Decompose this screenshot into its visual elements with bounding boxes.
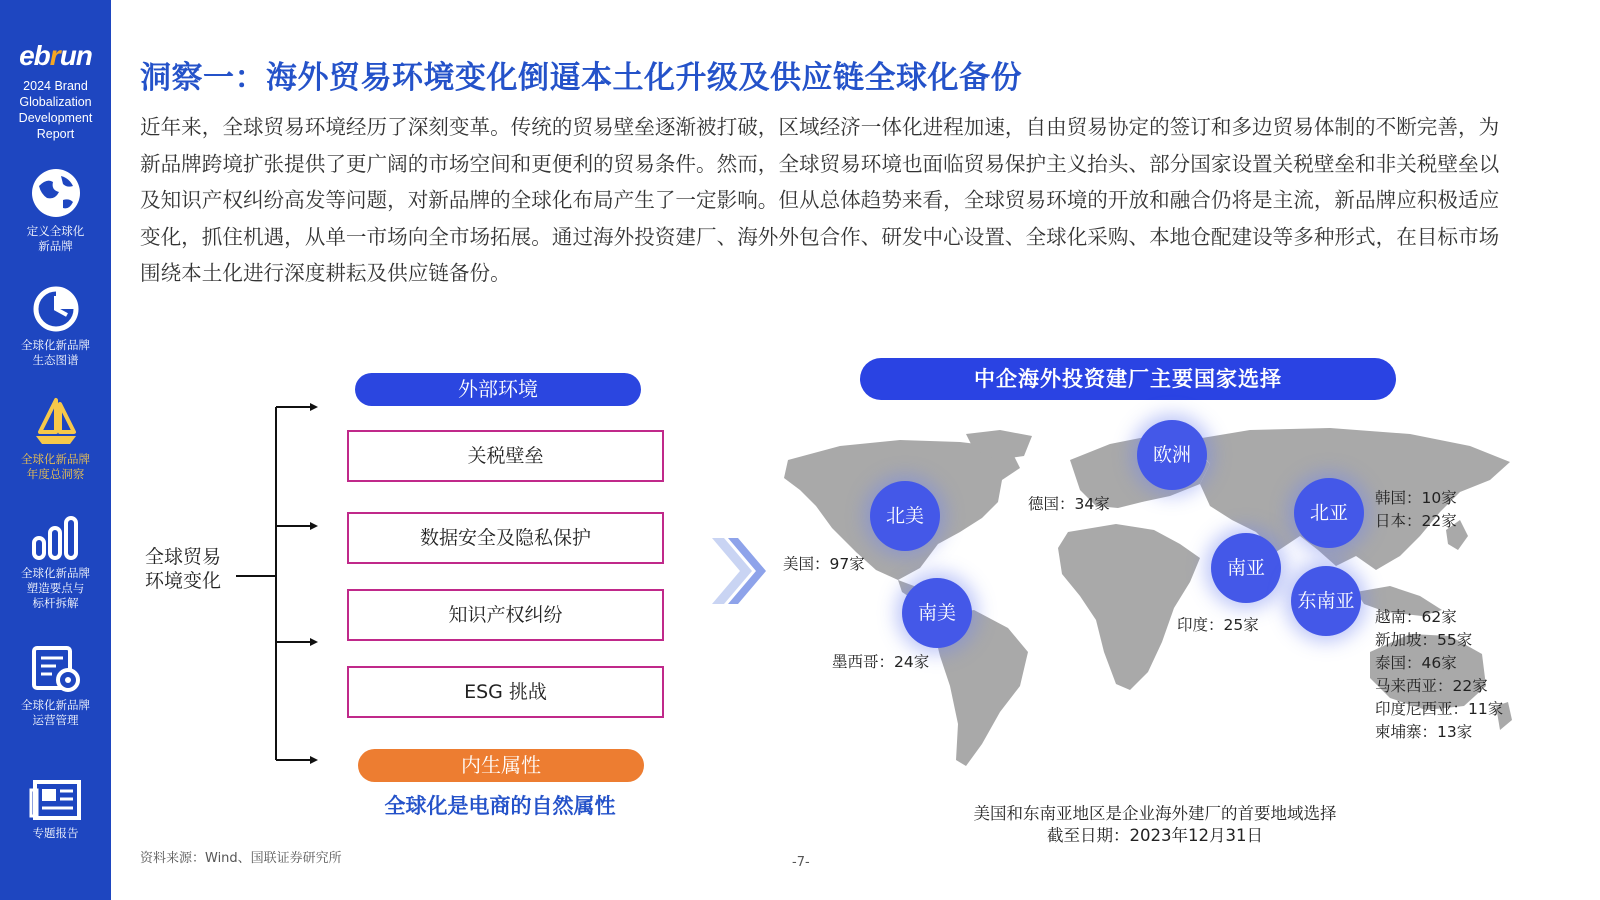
stat-southeast-asia <box>1375 606 1503 744</box>
sidebar-item-label: 专题报告 <box>32 826 79 840</box>
report-line: Development <box>18 111 93 125</box>
region-north-america: 北美 <box>870 481 940 551</box>
page-number: -7- <box>792 855 810 870</box>
africa-shape <box>1058 524 1200 690</box>
stat-north-asia <box>1375 487 1457 533</box>
map-title: 中企海外投资建厂主要国家选择 <box>860 358 1396 400</box>
stat-line: 日本：22家 <box>1375 512 1457 530</box>
stat-line: 印度尼西亚：11家 <box>1375 700 1504 718</box>
source-note: 资料来源：Wind、国联证券研究所 <box>140 851 342 866</box>
ebrun-logo[interactable]: ebrun <box>19 40 92 71</box>
flow-box: 数据安全及隐私保护 <box>347 512 664 564</box>
report-line: Globalization <box>19 95 92 109</box>
flow-box: ESG 挑战 <box>347 666 664 718</box>
stat-line: 柬埔寨：13家 <box>1375 723 1473 741</box>
sidebar-item-label: 定义全球化 新品牌 <box>26 224 85 253</box>
flow-box: 知识产权纠纷 <box>347 589 664 641</box>
sidebar-item-label: 全球化新品牌 塑造要点与 标杆拆解 <box>21 566 90 610</box>
region-europe: 欧洲 <box>1137 420 1207 490</box>
stat-line: 韩国：10家 <box>1375 489 1457 507</box>
stat-line: 马来西亚：22家 <box>1375 677 1488 695</box>
stat-us: 美国：97家 <box>783 555 865 573</box>
caption-line: 美国和东南亚地区是企业海外建厂的首要地域选择 <box>973 804 1337 823</box>
stat-line: 泰国：46家 <box>1375 654 1457 672</box>
report-line: 2024 Brand <box>23 79 88 93</box>
sidebar-item-label: 全球化新品牌 运营管理 <box>21 698 90 727</box>
intrinsic-note: 全球化是电商的自然属性 <box>384 794 616 818</box>
region-southeast-asia: 东南亚 <box>1291 566 1361 636</box>
report-line: Report <box>36 127 75 141</box>
page-title: 洞察一：海外贸易环境变化倒逼本土化升级及供应链全球化备份 <box>140 60 1022 96</box>
region-south-america: 南美 <box>902 578 972 648</box>
intro-paragraph: 近年来，全球贸易环境经历了深刻变革。传统的贸易壁垒逐渐被打破，区域经济一体化进程加速，自由贸易协定的签订和多边贸易体制的不断完善，为新品牌跨境扩张提供了更广阔的市场空间和更便利的贸易条件。然而，全球贸易环境也面临贸易保护主义抬头、部分国家设置关税壁垒和非关税壁垒以及知识产权纠纷高发等问题，对新品牌的全球化布局产生了一定影响。但从总体趋势来看，全球贸易环境的开放和融合仍将是主流，新品牌应积极适应变化，抓住机遇，从单一市场向全市场拓展。通过海外投资建厂、海外外包合作、研发中心设置、全球化采购、本地仓配建设等多种形式，在目标市场围绕本土化进行深度耕耘及供应链备份。 <box>140 115 1500 285</box>
global-trade-change-label: 全球贸易 环境变化 <box>145 546 222 592</box>
region-south-asia: 南亚 <box>1211 533 1281 603</box>
sidebar-item-label: 全球化新品牌 生态图谱 <box>21 338 90 367</box>
sidebar-item-label: 全球化新品牌 年度总洞察 <box>21 452 90 481</box>
stat-india: 印度：25家 <box>1177 616 1259 634</box>
region-north-asia: 北亚 <box>1294 478 1364 548</box>
stat-germany: 德国：34家 <box>1028 495 1110 513</box>
flow-box: 关税壁垒 <box>347 430 664 482</box>
stat-line: 越南：62家 <box>1375 608 1457 626</box>
map-caption <box>905 803 1405 847</box>
caption-line: 截至日期：2023年12月31日 <box>1047 826 1263 845</box>
intrinsic-attribute-pill: 内生属性 <box>358 749 644 782</box>
external-environment-pill: 外部环境 <box>355 373 641 406</box>
stat-line: 新加坡：55家 <box>1375 631 1473 649</box>
stat-mexico: 墨西哥：24家 <box>832 653 930 671</box>
